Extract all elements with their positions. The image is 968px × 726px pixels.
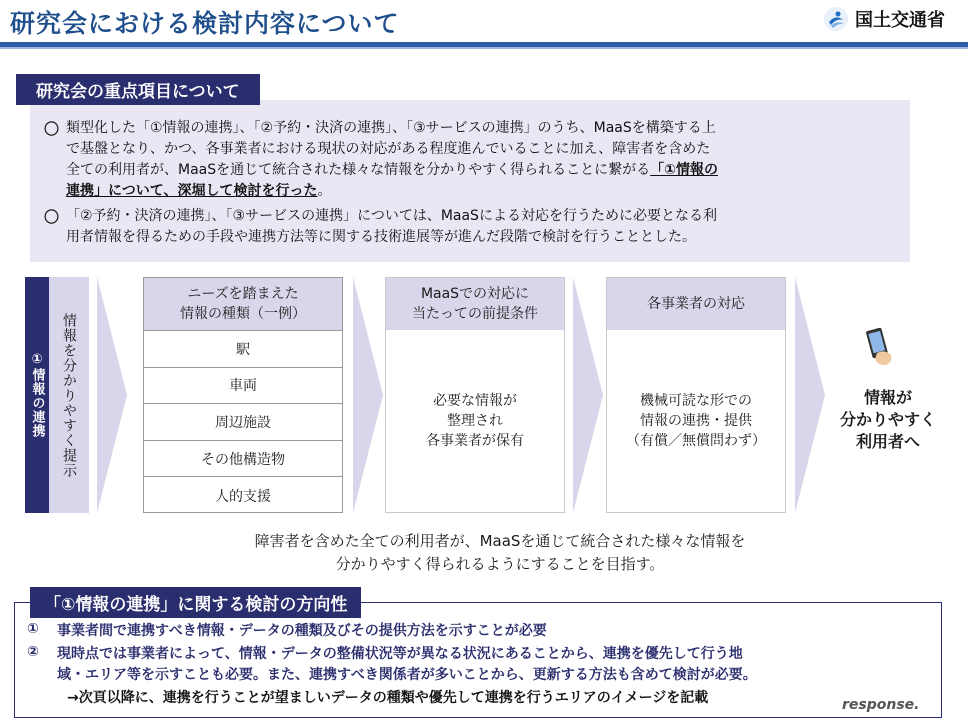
maas-prerequisite-line2: 整理され [447,413,503,429]
flow-arrow-3 [573,277,603,513]
watermark: response. [842,697,920,713]
p1-line1: 類型化した「①情報の連携」、「②予約・決済の連携」、「③サービスの連携」のうち、MaaSを構築する上 [66,120,716,136]
operator-response-line3: （有償／無償問わず） [626,433,766,449]
goal-line2: 分かりやすく得られるようにすることを目指す。 [335,555,665,573]
operator-response-header: 各事業者の対応 [607,278,785,330]
maas-prerequisite-line1: 必要な情報が [433,393,517,409]
info-type-row: 周辺施設 [144,404,342,441]
maas-prerequisite-line3: 各事業者が保有 [426,433,524,449]
mlit-logo-icon [823,6,849,32]
p1-line2: で基盤となり、かつ、各事業者における現状の対応がある程度進んでいることに加え、障害者を含めた [66,141,711,157]
item-number-1: ① [27,621,39,637]
direction-item-2 [57,644,757,686]
smartphone-hand-icon [863,327,897,367]
direction-item-2-line2: 域・エリア等を示すことも必要。また、連携すべき関係者が多いことから、更新する方法も含めて検討が必要。 [57,667,757,683]
bullet-2: 〇 [44,208,60,226]
p1-line4-text: 。 [317,183,332,199]
section1-heading: 研究会の重点項目について [16,74,260,105]
operator-response-body [607,330,785,512]
info-types-header-line2: 情報の種類（一例） [180,306,306,322]
p1-line3-text: 全ての利用者が、MaaSを通じて統合された様々な情報を分かりやすく得られることに繋がる [66,162,651,178]
flow-arrow-2 [353,277,383,513]
operator-response-line2: 情報の連携・提供 [640,413,752,429]
direction-item-2-line1: 現時点では事業者によって、情報・データの整備状況等が異なる状況にあることから、連携を優先して行う地 [57,646,743,662]
info-type-row: その他構造物 [144,441,342,478]
goal-statement [150,530,850,576]
maas-prerequisite-header [386,278,564,330]
flow-arrow-4 [795,277,825,513]
info-type-row: 駅 [144,331,342,368]
logo-text: 国土交通省 [855,10,945,31]
p1-line3-emphasis: 「①情報の [650,162,718,178]
bullet-1: 〇 [44,120,60,138]
present-info-label: 情報を分かりやすく提示 [61,312,77,478]
operator-response-line1: 機械可読な形での [640,393,752,409]
present-info-label-wrap [49,277,89,513]
focus-paragraph-2 [66,206,896,248]
info-types-header [144,278,342,331]
p2-line2: 用者情報を得るための手段や連携方法等に関する技術進展等が進んだ段階で検討を行うこととした。 [66,229,696,245]
info-type-row: 人的支援 [215,488,271,505]
direction-item-3: →次頁以降に、連携を行うことが望ましいデータの種類や優先して連携を行うエリアのイメージを記載 [67,690,709,706]
direction-box [14,602,942,718]
operator-response-box [606,277,786,513]
p1-line3 [66,160,896,181]
focus-items-box [30,100,910,262]
info-linkage-label: ①情報の連携 [29,352,45,438]
info-types-header-line1: ニーズを踏まえた [187,286,299,302]
result-line2: 分かりやすく [839,410,936,429]
flow-arrow-1 [97,277,127,513]
maas-prerequisite-box [385,277,565,513]
info-linkage-label-wrap [25,277,49,513]
page-title: 研究会における検討内容について [10,9,400,38]
info-types-table [143,277,343,513]
title-underline-light [0,47,968,49]
result-line1: 情報が [863,388,912,407]
item-number-2: ② [27,644,39,660]
maas-prerequisite-body [386,330,564,512]
result-text [828,387,948,453]
maas-prerequisite-header-line2: 当たっての前提条件 [412,306,538,322]
p1-line4-emphasis: 連携」について、深堀して検討を行った [66,183,318,199]
direction-item-1: 事業者間で連携すべき情報・データの種類及びその提供方法を示すことが必要 [57,623,547,639]
section2-heading: 「①情報の連携」に関する検討の方向性 [30,587,361,618]
ministry-logo [823,6,945,32]
focus-paragraph-1 [66,118,896,202]
maas-prerequisite-header-line1: MaaSでの対応に [420,286,530,302]
result-line3: 利用者へ [855,432,920,451]
goal-line1: 障害者を含めた全ての利用者が、MaaSを通じて統合された様々な情報を [254,532,746,550]
p1-line4 [66,181,896,202]
p2-line1: 「②予約・決済の連携」、「③サービスの連携」については、MaaSによる対応を行うために必要となる利 [66,208,717,224]
info-type-row: 車両 [144,368,342,405]
